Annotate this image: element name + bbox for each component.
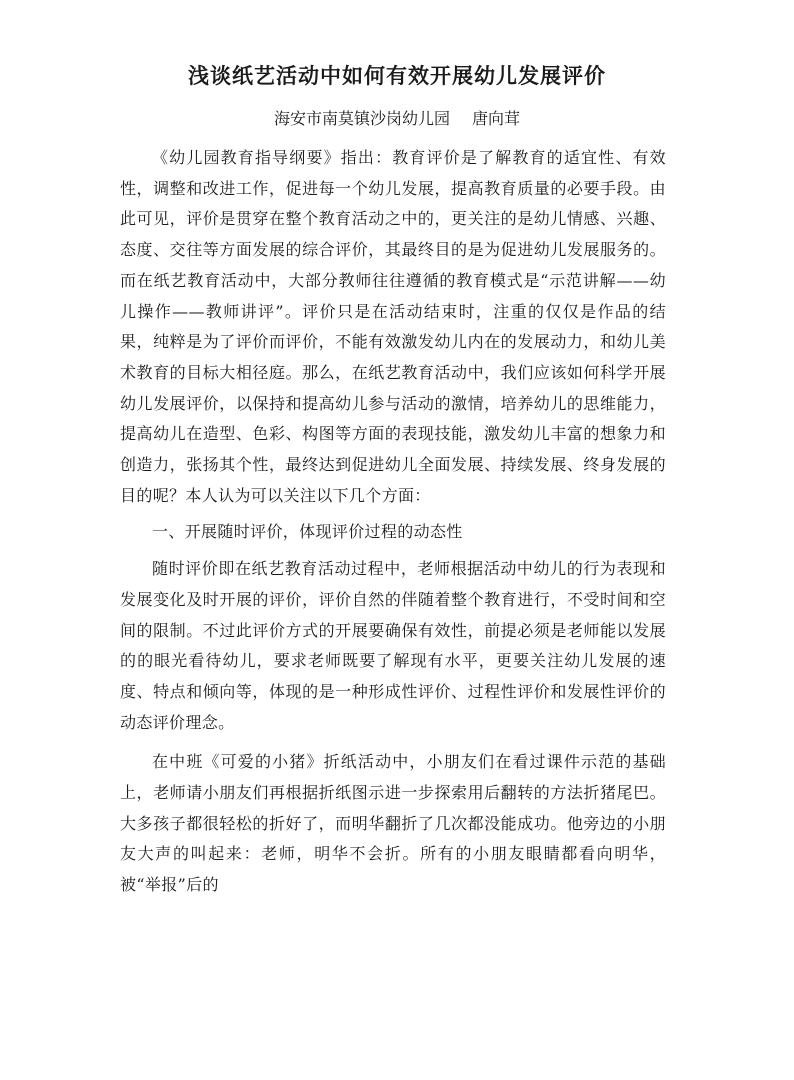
school-name: 海安市南莫镇沙岗幼儿园 — [273, 109, 450, 128]
author-name: 唐向茸 — [472, 109, 521, 128]
paragraph-intro: 《幼儿园教育指导纲要》指出：教育评价是了解教育的适宜性、有效性，调整和改进工作，促进每一个幼儿发展，提高教育质量的必要手段。由此可见，评价是贯穿在整个教育活动之中的，更关注的是幼儿情感、兴趣、态度、交往等方面发展的综合评价，其最终目的是为促进幼儿发展服务的。而在纸艺教育活动中，大部分教师往往遵循的教育模式是“示范讲解——幼儿操作——教师讲评”。评价只是在活动结束时，注重的仅仅是作品的结果，纯粹是为了评价而评价，不能有效激发幼儿内在的发展动力，和幼儿美术教育的目标大相径庭。那么，在纸艺教育活动中，我们应该如何科学开展幼儿发展评价，以保持和提高幼儿参与活动的激情，培养幼儿的思维能力，提高幼儿在造型、色彩、构图等方面的表现技能，激发幼儿丰富的想象力和创造力，张扬其个性，最终达到促进幼儿全面发展、持续发展、终身发展的目的呢？本人认为可以关注以下几个方面： — [120, 148, 666, 505]
paragraph-section-1: 随时评价即在纸艺教育活动过程中，老师根据活动中幼儿的行为表现和发展变化及时开展的评价，评价自然的伴随着整个教育进行，不受时间和空间的限制。不过此评价方式的开展要确保有效性，前提必须是老师能以发展的的眼光看待幼儿，要求老师既要了解现有水平，更要关注幼儿发展的速度、特点和倾向等，体现的是一种形成性评价、过程性评价和发展性评价的动态评价理念。 — [120, 559, 666, 732]
document-title: 浅谈纸艺活动中如何有效开展幼儿发展评价 — [188, 64, 606, 88]
paragraph-example: 在中班《可爱的小猪》折纸活动中，小朋友们在看过课件示范的基础上，老师请小朋友们再根据折纸图示进一步探索用后翻转的方法折猪尾巴。大多孩子都很轻松的折好了，而明华翻折了几次都没能成功。他旁边的小朋友大声的叫起来：老师，明华不会折。所有的小朋友眼睛都看向明华，被“举报”后的 — [120, 752, 666, 895]
author-byline — [0, 108, 794, 130]
section-heading: 一、开展随时评价，体现评价过程的动态性 — [152, 522, 463, 542]
document-body — [120, 143, 666, 901]
